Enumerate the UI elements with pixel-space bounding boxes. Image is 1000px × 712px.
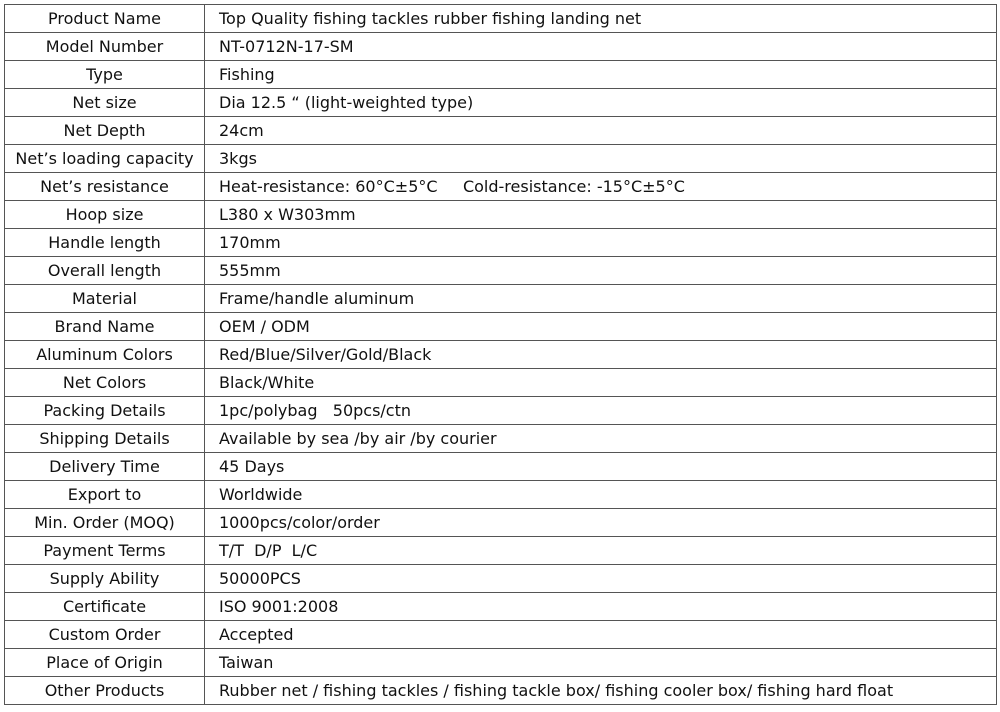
table-row xyxy=(5,397,997,425)
row-label: Hoop size xyxy=(5,201,205,229)
row-value: OEM / ODM xyxy=(205,313,997,341)
table-row xyxy=(5,537,997,565)
row-value: Frame/handle aluminum xyxy=(205,285,997,313)
table-row xyxy=(5,481,997,509)
table-row xyxy=(5,61,997,89)
row-value: Dia 12.5 “ (light-weighted type) xyxy=(205,89,997,117)
row-value: Fishing xyxy=(205,61,997,89)
row-label: Net’s loading capacity xyxy=(5,145,205,173)
table-row xyxy=(5,89,997,117)
row-value: T/T D/P L/C xyxy=(205,537,997,565)
row-value: Worldwide xyxy=(205,481,997,509)
row-label: Payment Terms xyxy=(5,537,205,565)
row-value: 45 Days xyxy=(205,453,997,481)
row-label: Min. Order (MOQ) xyxy=(5,509,205,537)
row-value: 170mm xyxy=(205,229,997,257)
row-label: Net’s resistance xyxy=(5,173,205,201)
row-value: 1pc/polybag 50pcs/ctn xyxy=(205,397,997,425)
row-value: 50000PCS xyxy=(205,565,997,593)
row-label: Model Number xyxy=(5,33,205,61)
row-value: Accepted xyxy=(205,621,997,649)
row-value: Red/Blue/Silver/Gold/Black xyxy=(205,341,997,369)
row-value: Top Quality fishing tackles rubber fishing landing net xyxy=(205,5,997,33)
table-row xyxy=(5,285,997,313)
table-row xyxy=(5,5,997,33)
row-value: 24cm xyxy=(205,117,997,145)
row-value: Black/White xyxy=(205,369,997,397)
row-label: Supply Ability xyxy=(5,565,205,593)
row-label: Custom Order xyxy=(5,621,205,649)
row-value: 555mm xyxy=(205,257,997,285)
row-label: Handle length xyxy=(5,229,205,257)
table-row xyxy=(5,509,997,537)
row-label: Other Products xyxy=(5,677,205,705)
table-row xyxy=(5,341,997,369)
table-row xyxy=(5,593,997,621)
row-label: Packing Details xyxy=(5,397,205,425)
row-label: Export to xyxy=(5,481,205,509)
row-label: Net size xyxy=(5,89,205,117)
row-label: Brand Name xyxy=(5,313,205,341)
row-label: Certificate xyxy=(5,593,205,621)
row-value: L380 x W303mm xyxy=(205,201,997,229)
table-row xyxy=(5,313,997,341)
row-label: Overall length xyxy=(5,257,205,285)
row-value: Taiwan xyxy=(205,649,997,677)
table-row xyxy=(5,117,997,145)
table-row xyxy=(5,229,997,257)
product-spec-table xyxy=(4,4,997,705)
row-label: Net Colors xyxy=(5,369,205,397)
row-label: Net Depth xyxy=(5,117,205,145)
table-row xyxy=(5,621,997,649)
table-row xyxy=(5,173,997,201)
row-label: Material xyxy=(5,285,205,313)
row-value: 3kgs xyxy=(205,145,997,173)
row-value: 1000pcs/color/order xyxy=(205,509,997,537)
row-value: Heat-resistance: 60°C±5°C Cold-resistance: -15°C±5°C xyxy=(205,173,997,201)
table-row xyxy=(5,649,997,677)
table-row xyxy=(5,145,997,173)
row-label: Delivery Time xyxy=(5,453,205,481)
row-value: ISO 9001:2008 xyxy=(205,593,997,621)
table-row xyxy=(5,425,997,453)
row-label: Product Name xyxy=(5,5,205,33)
row-label: Aluminum Colors xyxy=(5,341,205,369)
table-row xyxy=(5,33,997,61)
row-label: Type xyxy=(5,61,205,89)
table-row xyxy=(5,565,997,593)
row-value: Rubber net / fishing tackles / fishing tackle box/ fishing cooler box/ fishing hard float xyxy=(205,677,997,705)
table-row xyxy=(5,453,997,481)
row-value: NT-0712N-17-SM xyxy=(205,33,997,61)
row-value: Available by sea /by air /by courier xyxy=(205,425,997,453)
table-row xyxy=(5,677,997,705)
table-row xyxy=(5,369,997,397)
row-label: Place of Origin xyxy=(5,649,205,677)
table-row xyxy=(5,257,997,285)
row-label: Shipping Details xyxy=(5,425,205,453)
table-row xyxy=(5,201,997,229)
